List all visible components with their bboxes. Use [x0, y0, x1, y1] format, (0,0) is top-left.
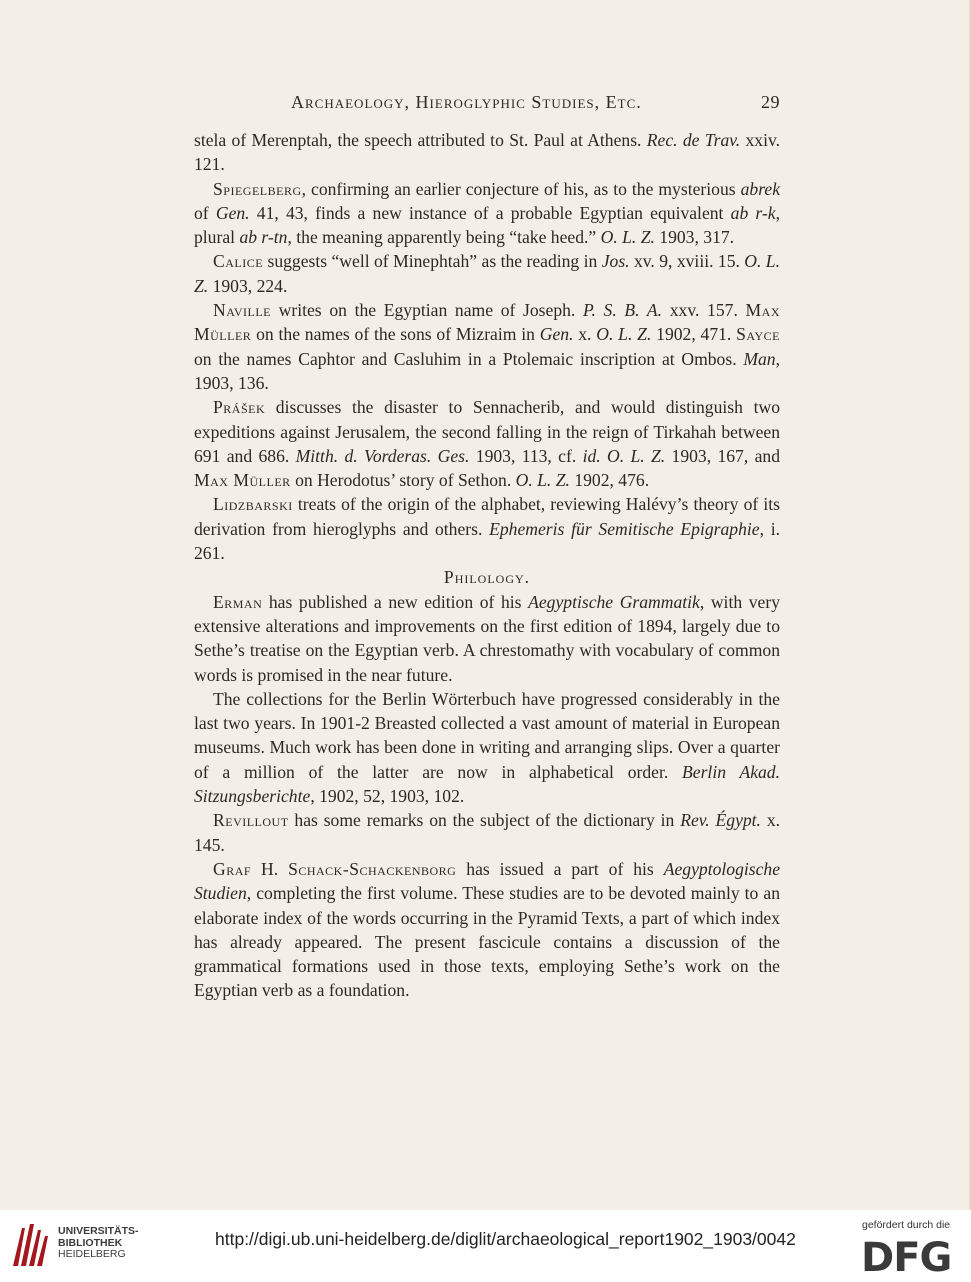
paragraph: stela of Merenptah, the speech attributed to St. Paul at Athens. Rec. de Trav. xxiv. 121.	[194, 130, 781, 175]
running-title: Archaeology, Hieroglyphic Studies, Etc.	[291, 92, 642, 112]
running-header	[195, 92, 780, 118]
paragraph: Erman has published a new edition of his Aegyptische Grammatik, with very extensive alterations and improvements on the first edition of 1894, largely due to Sethe’s treatise on the Egyptian verb. A chrestomathy with vocabulary of common words is promised in the near future.	[194, 591, 780, 685]
funded-by-label: gefördert durch die	[862, 1219, 951, 1231]
paragraph: Graf H. Schack-Schackenborg has issued a part of his Aegyptologische Studien, completing the first volume. These studies are to be devoted mainly to an elaborate index of the words occurring in the Pyramid Texts, a part of which index has already appeared. The present fascicule contains a discussion of the grammatical formations used in those texts, employing Sethe’s work on the Egyptian verb as a foundation.	[194, 858, 781, 1001]
body-text	[194, 128, 780, 1003]
paragraph: Revillout has some remarks on the subject of the dictionary in Rev. Égypt. x. 145.	[194, 810, 781, 855]
paragraph: Calice suggests “well of Minephtah” as the reading in Jos. xv. 9, xviii. 15. O. L. Z. 1903, 224.	[194, 251, 780, 296]
university-library-logo-icon	[10, 1222, 55, 1268]
library-name: UNIVERSITÄTS- BIBLIOTHEK HEIDELBERG	[58, 1225, 139, 1260]
page-number: 29	[761, 92, 780, 112]
dfg-logo-icon	[859, 1238, 963, 1274]
permalink-url[interactable]: http://digi.ub.uni-heidelberg.de/diglit/archaeological_report1902_1903/0042	[215, 1229, 796, 1249]
svg-text:DFG: DFG	[861, 1238, 952, 1274]
section-heading: Philology.	[443, 567, 531, 588]
paragraph: Prášek discusses the disaster to Sennacherib, and would distinguish two expeditions against Jerusalem, the second falling in the reign of Tirkahah between 691 and 686. Mitth. d. Vorderas. Ges. 1903, 113, cf. id. O. L. Z. 1903, 167, and Max Müller on Herodotus’ story of Sethon. O. L. Z. 1902, 476.	[194, 397, 780, 491]
paragraph: The collections for the Berlin Wörterbuch have progressed considerably in the last two years. In 1901-2 Breasted collected a vast amount of material in European museums. Much work has been done in writing and arranging slips. Over a quarter of a million of the latter are now in alphabetical order. Berlin Akad. Sitzungsberichte, 1902, 52, 1903, 102.	[194, 688, 781, 807]
paragraph: Spiegelberg, confirming an earlier conjecture of his, as to the mysterious abrek of Gen. 41, 43, finds a new instance of a probable Egyptian equivalent ab r-k, plural ab r-tn, the meaning apparently being “take heed.” O. L. Z. 1903, 317.	[194, 178, 780, 248]
paragraph: Lidzbarski treats of the origin of the alphabet, reviewing Halévy’s theory of its derivation from hieroglyphs and others. Ephemeris für Semitische Epigraphie, i. 261.	[194, 494, 780, 564]
paragraph: Naville writes on the Egyptian name of Joseph. P. S. B. A. xxv. 157. Max Müller on the names of the sons of Mizraim in Gen. x. O. L. Z. 1902, 471. Sayce on the names Caphtor and Casluhim in a Ptolemaic inscription at Ombos. Man, 1903, 136.	[194, 300, 780, 393]
